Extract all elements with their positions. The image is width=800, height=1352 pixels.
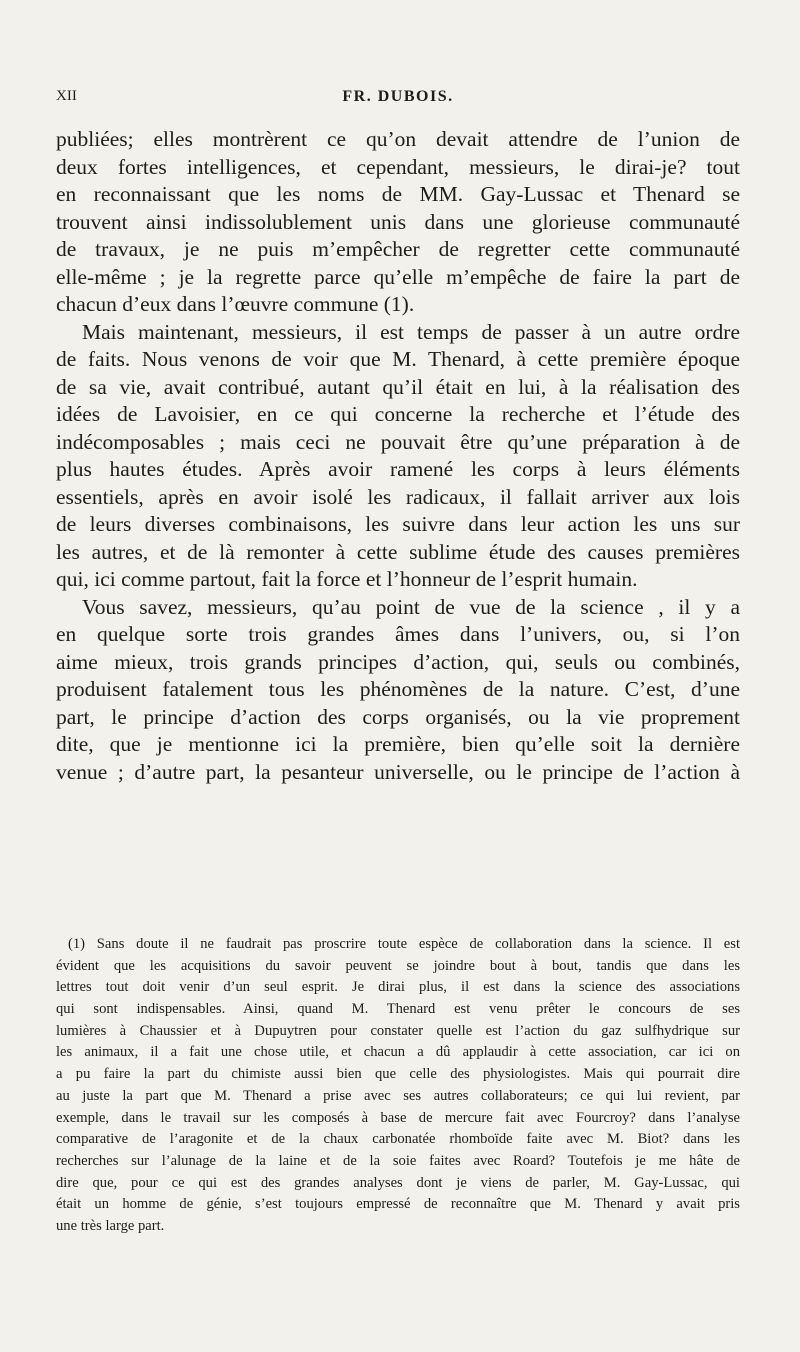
text-line: chacun d’eux dans l’œuvre commune (1).: [56, 292, 415, 316]
text-line: en reconnaissant que les noms de MM. Gay-Lussac et Thenard se: [56, 182, 740, 206]
text-line: trouvent ainsi indissolublement unis dans une glorieuse communauté: [56, 209, 740, 234]
running-head: FR. DUBOIS.: [342, 88, 454, 105]
text-line: de travaux, je ne puis m’empêcher de regretter cette communauté: [56, 237, 740, 261]
text-line: qui, ici comme partout, fait la force et l’honneur de l’esprit humain.: [56, 567, 638, 591]
page-header: [56, 88, 740, 112]
text-line: Mais maintenant, messieurs, il est temps de passer à un autre ordre: [82, 319, 740, 344]
text-line: idées de Lavoisier, en ce qui concerne la recherche et l’étude des: [56, 402, 740, 426]
footnote-line: évident que les acquisitions du savoir peuvent se joindre bout à bout, tandis que dans les: [56, 957, 740, 974]
text-line: plus hautes études. Après avoir ramené les corps à leurs éléments: [56, 457, 740, 481]
footnote-line: au juste la part que M. Thenard a prise avec ses autres collaborateurs; ce qui lui revient, par: [56, 1087, 740, 1104]
footnote-line: qui sont indispensables. Ainsi, quand M. Thenard est venu prêter le concours de ses: [56, 1001, 740, 1018]
footnote-line: dire que, pour ce qui est des grandes analyses dont je viens de parler, M. Gay-Lussac, qui: [56, 1174, 740, 1191]
footnote-line: était un homme de génie, s’est toujours empressé de reconnaître que M. Thenard y avait pris: [56, 1196, 740, 1213]
footnote-line: une très large part.: [56, 1217, 165, 1234]
text-line: les autres, et de là remonter à cette sublime étude des causes premières: [56, 539, 740, 564]
text-line: produisent fatalement tous les phénomènes de la nature. C’est, d’une: [56, 677, 740, 701]
text-line: indécomposables ; mais ceci ne pouvait être qu’une préparation à de: [56, 429, 740, 454]
text-line: deux fortes intelligences, et cependant, messieurs, le dirai-je? tout: [56, 154, 740, 179]
footnote-line: exemple, dans le travail sur les composés à base de mercure fait avec Fourcroy? dans l’analyse: [56, 1109, 740, 1126]
text-line: aime mieux, trois grands principes d’action, qui, seuls ou combinés,: [56, 649, 740, 674]
text-line: publiées; elles montrèrent ce qu’on devait attendre de l’union de: [56, 127, 740, 151]
text-line: de leurs diverses combinaisons, les suivre dans leur action les uns sur: [56, 512, 740, 536]
text-line: en quelque sorte trois grandes âmes dans l’univers, ou, si l’on: [56, 622, 740, 646]
footnote-line: lumières à Chaussier et à Dupuytren pour constater quelle est l’action du gaz sulfhydrique sur: [56, 1022, 740, 1039]
footnote-line: les animaux, il a fait une chose utile, et chacun a dû applaudir à cette association, car ici on: [56, 1044, 740, 1061]
text-line: de faits. Nous venons de voir que M. Thenard, à cette première époque: [56, 347, 740, 371]
footnote-line: recherches sur l’alunage de la laine et de la soie faites avec Roard? Toutefois je me hâte de: [56, 1152, 740, 1169]
text-line: venue ; d’autre part, la pesanteur universelle, ou le principe de l’action à: [56, 759, 740, 784]
footnote-line: a pu faire la part du chimiste aussi bien que celle des physiologistes. Mais qui pourrait dire: [56, 1066, 740, 1083]
text-line: elle-même ; je la regrette parce qu’elle m’empêche de faire la part de: [56, 264, 740, 289]
text-line: essentiels, après en avoir isolé les radicaux, il fallait arriver aux lois: [56, 484, 740, 509]
page-number: XII: [56, 88, 77, 104]
text-line: dite, que je mentionne ici la première, bien qu’elle soit la dernière: [56, 732, 740, 756]
footnote-line: lettres tout doit venir d’un seul esprit. Je dirai plus, il est dans la science des associations: [56, 979, 740, 996]
main-text: [56, 126, 740, 786]
text-line: de sa vie, avait contribué, autant qu’il était en lui, à la réalisation des: [56, 374, 740, 399]
text-line: part, le principe d’action des corps organisés, ou la vie proprement: [56, 704, 740, 729]
footnote-line: comparative de l’aragonite et de la chaux carbonatée rhomboïde faite avec M. Biot? dans les: [56, 1131, 740, 1148]
footnote-line: (1) Sans doute il ne faudrait pas proscrire toute espèce de collaboration dans la science. Il est: [68, 936, 740, 952]
footnote: [56, 934, 740, 1238]
text-line: Vous savez, messieurs, qu’au point de vue de la science , il y a: [82, 594, 740, 619]
